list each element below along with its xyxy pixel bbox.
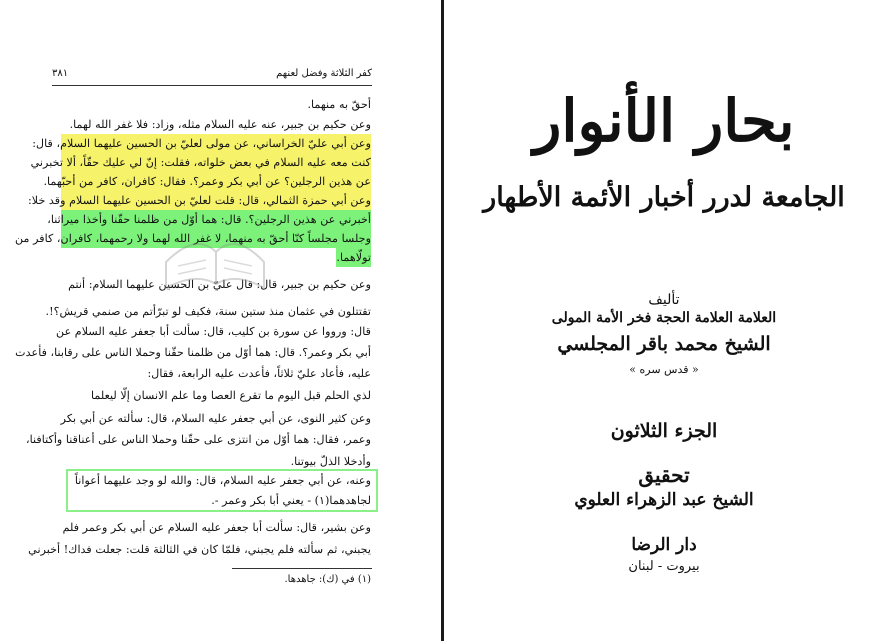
text-line: تقتتلون في عثمان منذ ستين سنة، فكيف لو تبرّأتم من صنمي قريش؟!. [45,305,371,318]
running-head [52,68,372,86]
text-line: لذي الحلم قبل اليوم ما تقرع العصا وما علم الانسان إلّا ليعلما [91,389,371,402]
editor-name: الشيخ عبد الزهراء العلوي [574,490,754,510]
author-titles: العلامة العلامة الحجة فخر الأمة المولى [551,310,777,326]
text-line: وعمر، فقال: هما أوّل من انتزى على حقّنا وحملا الناس على أعناقنا وأكتافنا، [25,433,371,446]
text-line: وعن أبي عليّ الخراساني، عن مولى لعليّ بن الحسين عليهما السلام، قال: [61,134,371,153]
text-line: وعن بشير، قال: سألت أبا جعفر عليه السلام عن أبي بكر وعمر فلم [62,521,371,534]
header-rule [52,85,372,86]
text-line: أبي بكر وعمر؟. قال: هما أوّل من ظلمنا حقّنا وحملا الناس على رقابنا، فأعدت [15,346,371,359]
text-line: وأدخلا الذلّ بيوتنا. [290,455,371,468]
text-line: عن هذين الرجلين؟ عن أبي بكر وعمر؟. فقال: كافران، كافر من أحبّهما. [61,172,371,191]
tahqiq-label: تحقيق [638,463,690,487]
volume-label: الجزء الثلاثون [610,420,718,442]
text-line: وعن أبي حمزة الثمالي، قال: قلت لعليّ بن الحسين عليهما السلام وقد خلا: [61,191,371,210]
author-name: الشيخ محمد باقر المجلسي [557,333,771,355]
by-label: تأليف [648,292,680,308]
running-head-title: كفر الثلاثة وفضل لعنهم [276,68,372,79]
boxed-passage-frame [66,469,378,512]
footnote-rule [232,568,372,569]
book-title: بحار الأنوار [533,87,795,155]
book-emblem-watermark [156,222,274,294]
text-line: وعن حكيم بن جبير، قال: قال عليّ بن الحسين عليهما السلام: أنتم [68,278,371,291]
text-line: وعنه، عن أبي جعفر عليه السلام، قال: والله لو وجد عليهما أعواناً [74,474,371,487]
text-line: قال: ورووا عن سورة بن كليب، قال: سألت أبا جعفر عليه السلام عن [56,325,371,338]
book-subtitle: الجامعة لدرر أخبار الأئمة الأطهار [483,182,845,213]
honorific: « قدس سره » [629,363,699,376]
text-line: وجلسا مجلساً كنّا أحقّ به منهما، لا غفر الله لهما ولا رحمهما، كافران، كافر من [61,229,371,248]
right-page [444,0,884,641]
text-line: وعن حكيم بن جبير، عنه عليه السلام مثله، وزاد: فلا غفر الله لهما. [69,118,371,131]
left-page [0,0,441,641]
text-line: أخبرني عن هذين الرجلين؟. قال: هما أوّل من ظلمنا حقّنا وأخذا ميراثنا، [61,210,371,229]
footnote: (١) في (ك): جاهدها. [284,574,371,585]
text-line: وعن كثير النوى، عن أبي جعفر عليه السلام، قال: سألته عن أبي بكر [60,412,371,425]
text-line: أحقّ به منهما. [307,98,371,111]
text-line: كنت معه عليه السلام في بعض خلواته، فقلت: إنّ لي عليك حقّاً، ألا تخبرني [61,153,371,172]
page-number: ٣٨١ [52,68,69,79]
text-line: يجبني، ثم سألته فلم يجبني، فلمّا كان في الثالثة قلت: جعلت فداك! أخبرني [28,543,371,556]
publisher: دار الرضا [631,535,697,555]
text-line: لجاهدهما(١) - يعني أبا بكر وعمر -. [211,494,371,507]
text-line: عليه، فأعاد عليّ ثلاثاً، فأعدت عليه الرابعة، فقال: [147,367,371,380]
publisher-place: بيروت - لبنان [628,559,700,574]
text-line: تولّاهما. [336,248,371,267]
